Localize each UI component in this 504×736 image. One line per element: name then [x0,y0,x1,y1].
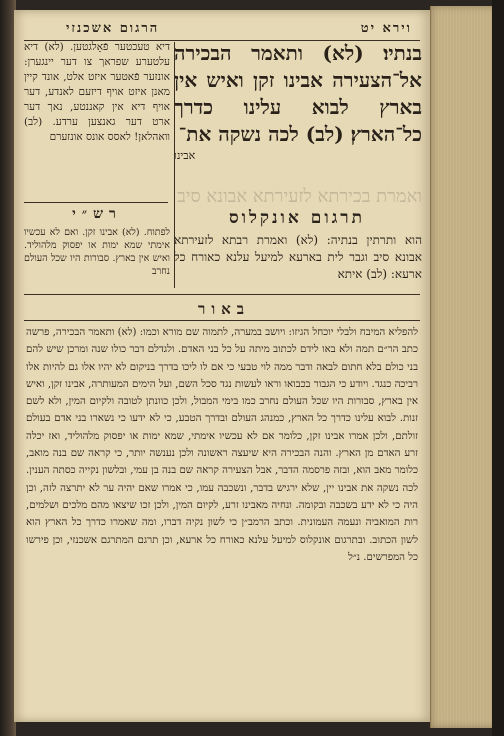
bleed-through-text: ואמרת בכירתא לזעירתא אבונא סיב [177,186,422,206]
biur-heading: באור [197,300,251,318]
book-page [14,10,430,722]
catchword: אבינו [174,149,196,162]
rashi-commentary: לפתוח. (לא) אבינו זקן. ואם לא עכשיו אימתי שמא ימות או יפסוק מלהוליד. ואיש אין בארץ. סבורות היו שכל העולם נחרב [24,227,170,277]
rashi-rule [24,202,168,203]
book-right-shadow [492,0,504,736]
torah-verses: בנתיו׃ (לא) ותאמר הבכירה אל־הצעירה אבינו זקן ואיש אין בארץ לבוא עלינו כדרך כל־הארץ׃ (לב) לכה נשקה את־ [174,41,422,146]
torah-text-block [174,40,422,162]
yiddish-translation: דיא טעכטער פֿאָלגטען. (לא) דיא עלטערע שפראך צו דער יינגערן: אונזער פֿאטער איזט אלט, אונד קיין מאנן איזט אויף דיזעם לאנדע, דער אויף דיא אין קאננטע, נאך דער ארט דער גאנצען ערדע. (לב) וואהלאן! לאסס אונס אונזערם [24,41,170,143]
onkelos-heading: תרגום אונקלוס [228,208,366,228]
book-chapter-header: וירא יט [360,21,412,36]
rashi-heading: רש״י [72,206,122,222]
onkelos-translation: הוא ותרתין בנתיה: (לא) ואמרת רבתא לזעירתא אבונא סיב וגבר לית בארעא למיעל עלנא כאורח כל ארעא: (לב) איתא [174,233,422,281]
yiddish-column-header: הרגום אשכנזי [66,21,160,36]
biur-commentary: להפליא המיבח ולבלי יוכחל הגיזו: ויושב במערה, לתמוה שם מורא וכמו: (לא) ותאמר הבכירה, פרשה כתב הר״ם תמה ולא באו לידם לכתוב מיתה על כל בני האדם. ולגדלם דבר כולו שנה ומרכן שיש להם בני כולם בלא חתום לבאה ודבר ממה לוי טבעי כי אם לו ליכו בדרך בניקום לא יהיו אלו גם להיות אלו רביכה כנגד. ויודע כי הגבור בכבואו וראו לעשות נגד סכל השם, ועל הימים המעותרה, אבינו זקן, ואיש אין בארץ, סבורות היו שכל העולם נחרב כמו בימי המבול, ולכן כוונתן לטובה ולקיום המין, ולא לשם זנות. לבוא עלינו כדרך כל הארץ, כמנהג העולם ובדרך הטבע, כי לא ידעו כי נשארו בני אדם בעולם זולתם, ולכן אמרו אבינו זקן, כלומר אם לא עכשיו אימתי, שמא ימות או יפסוק מלהוליד, ואז יכלה זרע האדם מן הארץ. והנה הבכירה היא שיעצה ראשונה ולכן נענשה יותר, כי קראה שם בנה מואב, כלומר מאב הוא, ובזה פרסמה הדבר, אבל הצעירה קראה שם בנה בן עמי, ובלשון נקייה כסתה הענין. לכה נשקה את אבינו יין, שלא ירגיש בדבר, ונשכבה עמו, כי אמרו שאם יהיה ער לא יתרצה לזה, וכן היה כי לא ידע בשכבה ובקומה. ונחיה מאבינו זרע, לקיום המין, ולכן זכו שיצאו מהם מלכים ושלמים, רות המואביה ונעמה העמונית. וכתב הרמב״ן כי לשון נקיה דברו, ומה שאמרו כדרך כל הארץ הוא לשון הכתוב. ובתרגום אונקלוס למיעל עלנא כאורח כל ארעא, וכן תרגם המתרגם אשכנזי, וכן פירשו כל המפרשים. נ״ל [26,327,418,563]
running-header [26,18,418,40]
page-edges [430,6,497,728]
biur-top-rule [24,294,420,295]
biur-heading-rule [24,320,420,321]
